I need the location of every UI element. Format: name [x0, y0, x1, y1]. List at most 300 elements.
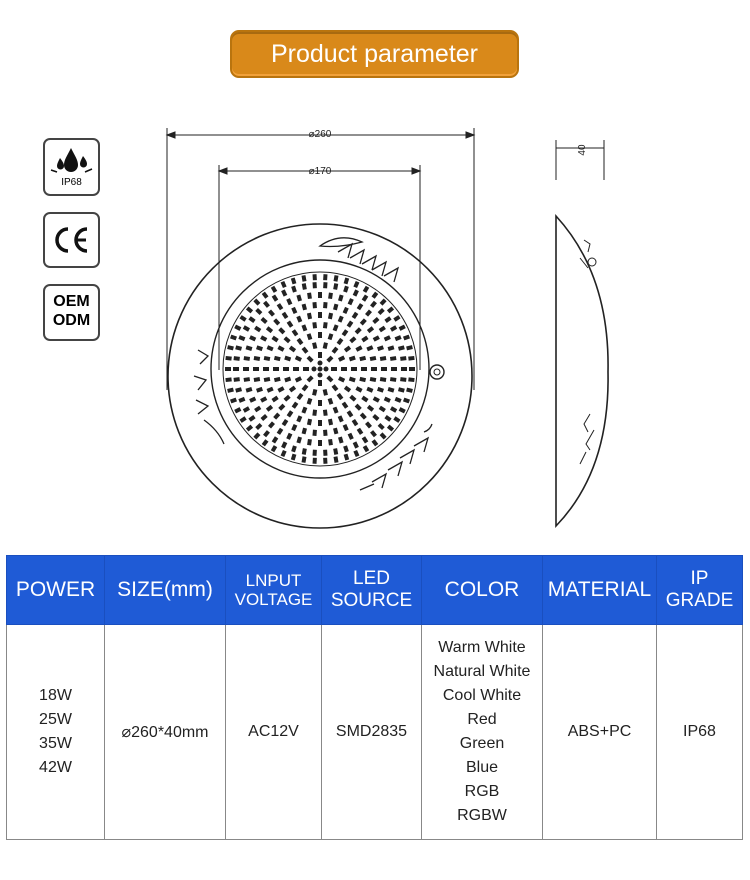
led-chip: [254, 326, 261, 333]
led-chip: [281, 281, 287, 288]
led-chip: [248, 415, 255, 422]
led-chip: [246, 306, 253, 313]
led-chip: [355, 404, 362, 411]
led-chip: [318, 420, 322, 426]
led-chip: [367, 326, 374, 333]
cell-color: [422, 625, 543, 840]
led-chip: [289, 386, 296, 393]
led-chip: [292, 329, 299, 336]
led-chip: [406, 345, 413, 350]
led-chip: [246, 425, 253, 432]
led-chip: [395, 335, 402, 341]
led-chip: [343, 307, 349, 314]
led-chip: [323, 274, 327, 280]
led-chip: [253, 432, 260, 439]
led-chip: [286, 298, 292, 305]
cell-ip-grade: IP68: [657, 625, 743, 840]
led-chip: [334, 456, 339, 463]
led-chip: [260, 396, 267, 402]
color-value: RGBW: [457, 807, 507, 824]
led-chip: [393, 416, 400, 423]
led-chip: [261, 414, 268, 421]
led-chip: [307, 439, 312, 446]
led-chip: [400, 377, 406, 382]
led-chip: [239, 416, 246, 423]
led-chip: [388, 345, 395, 351]
cell-voltage: AC12V: [226, 625, 322, 840]
led-chip: [372, 439, 379, 446]
led-chip: [360, 413, 367, 420]
led-chip: [255, 308, 262, 315]
header-power: POWER: [7, 556, 105, 625]
led-chip: [283, 367, 289, 371]
led-chip: [277, 428, 284, 435]
cell-size: ⌀260*40mm: [105, 625, 226, 840]
led-chip: [398, 387, 405, 392]
ip68-label: IP68: [61, 177, 82, 188]
outer-diameter-label: ⌀260: [308, 129, 332, 140]
led-grid: [225, 274, 415, 464]
led-chip: [331, 367, 337, 371]
led-chip: [267, 387, 274, 393]
led-chip: [313, 458, 317, 464]
header-color: COLOR: [422, 556, 543, 625]
led-chip: [284, 336, 291, 343]
led-chip: [337, 338, 344, 345]
led-chip: [323, 458, 327, 464]
led-center-dot: [318, 361, 323, 366]
led-chip: [363, 445, 369, 452]
led-chip: [272, 436, 279, 443]
led-chip: [296, 415, 302, 422]
led-chip: [403, 335, 410, 341]
color-value: Natural White: [433, 663, 531, 680]
led-chip: [360, 318, 367, 325]
led-chip: [307, 419, 312, 426]
led-chip: [267, 345, 274, 351]
led-chip: [395, 397, 402, 403]
page-title: Product parameter: [230, 30, 519, 78]
led-chip: [282, 419, 289, 426]
led-chip: [248, 316, 255, 323]
led-chip: [344, 277, 350, 284]
color-value: Red: [467, 711, 497, 728]
led-chip: [390, 356, 397, 361]
led-chip: [230, 335, 237, 341]
led-chip: [328, 293, 333, 300]
color-value: RGB: [464, 783, 500, 800]
led-chip: [359, 377, 366, 382]
led-chip: [408, 356, 414, 361]
led-chip: [328, 419, 333, 426]
led-chip: [372, 292, 379, 299]
led-chip: [349, 377, 356, 383]
led-chip: [312, 302, 316, 308]
led-chip: [338, 437, 344, 444]
led-chip: [318, 440, 322, 446]
led-chip: [332, 384, 339, 391]
led-center-dot: [318, 373, 323, 378]
led-chip: [353, 289, 359, 296]
led-chip: [380, 432, 387, 439]
led-chip: [353, 450, 359, 457]
led-chip: [291, 277, 297, 284]
led-chip: [338, 295, 344, 302]
led-chip: [302, 275, 307, 282]
led-chip: [370, 377, 377, 382]
led-chip: [295, 376, 302, 382]
led-chip: [359, 356, 366, 361]
led-chip: [344, 454, 350, 461]
header-size: SIZE(mm): [105, 556, 226, 625]
led-center-dot: [312, 367, 317, 372]
led-chip: [343, 424, 349, 431]
led-chip: [271, 286, 277, 293]
led-chip: [328, 333, 334, 340]
color-value: Cool White: [442, 687, 522, 704]
led-chip: [348, 433, 354, 440]
led-chip: [253, 367, 259, 371]
led-chip: [370, 301, 377, 308]
color-value: Blue: [465, 759, 499, 776]
led-chip: [344, 386, 351, 393]
header-ip-line2: GRADE: [665, 590, 734, 611]
led-chip: [342, 402, 349, 409]
led-chip: [312, 322, 317, 328]
led-chip: [398, 345, 405, 350]
led-chip: [233, 356, 239, 361]
led-chip: [233, 367, 239, 371]
color-value: Warm White: [438, 639, 526, 656]
led-chip: [307, 333, 313, 340]
led-chip: [380, 377, 387, 382]
led-chip: [384, 316, 391, 323]
led-chip: [379, 326, 386, 333]
led-chip: [366, 345, 373, 351]
led-chip: [296, 295, 302, 302]
led-chip: [365, 310, 372, 317]
led-chip: [323, 282, 327, 288]
led-chip: [323, 302, 327, 308]
cell-led-source: SMD2835: [322, 625, 422, 840]
led-chip: [338, 355, 345, 361]
led-chip: [347, 320, 354, 327]
led-chip: [362, 294, 369, 301]
led-chip: [262, 292, 269, 299]
led-chip: [401, 367, 407, 371]
led-chip: [338, 376, 345, 382]
power-value: 18W: [39, 687, 72, 704]
led-chip: [227, 388, 234, 393]
led-chip: [249, 397, 256, 403]
led-chip: [243, 325, 250, 331]
led-chip: [287, 320, 294, 327]
led-chip: [406, 388, 413, 393]
led-chip: [363, 286, 369, 293]
led-chip: [295, 355, 302, 361]
led-chip: [349, 336, 356, 343]
led-chip: [227, 345, 234, 350]
led-chip: [377, 387, 384, 393]
led-chip: [357, 303, 364, 310]
led-chip: [303, 367, 309, 371]
led-chip: [393, 315, 400, 322]
led-chip: [370, 356, 377, 361]
led-chip: [291, 307, 297, 314]
led-chip: [341, 367, 347, 371]
led-chip: [343, 445, 349, 452]
led-chip: [233, 377, 239, 382]
led-chip: [302, 384, 309, 391]
led-chip: [328, 398, 334, 405]
header-input-voltage: [226, 556, 322, 625]
table-header-row: [7, 556, 743, 625]
power-value: 42W: [39, 759, 72, 776]
header-led-line1: LED: [353, 568, 390, 589]
led-chip: [399, 325, 406, 331]
led-chip: [225, 356, 231, 361]
led-chip: [307, 313, 312, 320]
led-chip: [333, 428, 338, 435]
led-chip: [272, 294, 279, 301]
led-chip: [284, 377, 291, 383]
led-chip: [372, 414, 379, 421]
led-center-dot: [318, 367, 323, 372]
led-chip: [281, 441, 287, 448]
led-chip: [271, 445, 277, 452]
led-chip: [274, 356, 281, 361]
led-chip: [307, 293, 312, 300]
led-chip: [373, 335, 380, 341]
led-chip: [370, 430, 377, 437]
led-chip: [379, 406, 386, 413]
thickness-label: 40: [577, 144, 588, 156]
led-chip: [313, 450, 317, 456]
led-chip: [301, 324, 307, 331]
led-chip: [326, 375, 333, 382]
led-chip: [318, 352, 322, 358]
led-chip: [323, 389, 328, 396]
led-chip: [403, 398, 410, 404]
led-chip: [337, 393, 344, 400]
led-chip: [355, 386, 362, 392]
led-chip: [249, 335, 256, 341]
led-chip: [378, 423, 385, 430]
odm-label: ODM: [52, 312, 91, 329]
led-chip: [255, 423, 262, 430]
led-chip: [239, 315, 246, 322]
led-chip: [282, 312, 289, 319]
power-value: 35W: [39, 735, 72, 752]
led-chip: [230, 398, 237, 404]
led-chip: [307, 398, 313, 405]
led-chip: [292, 402, 299, 409]
led-chip: [380, 356, 387, 361]
led-chip: [323, 430, 327, 436]
header-material: MATERIAL: [543, 556, 657, 625]
led-chip: [302, 347, 309, 354]
led-chip: [318, 292, 322, 298]
led-chip: [261, 317, 268, 324]
led-chip: [353, 441, 359, 448]
led-chip: [244, 356, 251, 361]
led-chip: [263, 430, 270, 437]
led-chip: [301, 407, 307, 414]
led-chip: [349, 395, 356, 402]
led-chip: [264, 377, 271, 382]
led-chip: [338, 415, 344, 422]
led-chip: [333, 407, 339, 414]
led-chip: [367, 405, 374, 412]
led-chip: [271, 396, 278, 403]
led-chip: [235, 387, 242, 392]
led-chip: [256, 387, 263, 393]
led-chip: [323, 322, 328, 328]
led-chip: [307, 356, 314, 363]
led-chip: [333, 283, 338, 290]
led-chip: [353, 281, 359, 288]
led-chip: [313, 274, 317, 280]
led-chip: [302, 456, 307, 463]
led-chip: [281, 450, 287, 457]
table-row: [7, 625, 743, 840]
led-chip: [318, 312, 322, 318]
led-chip: [400, 356, 406, 361]
led-chip: [333, 304, 338, 311]
led-chip: [361, 396, 368, 403]
header-led-line2: SOURCE: [330, 590, 413, 611]
led-chip: [384, 415, 391, 422]
led-chip: [390, 406, 397, 412]
led-chip: [344, 346, 351, 353]
led-chip: [384, 397, 391, 403]
led-chip: [361, 336, 368, 343]
led-chip: [328, 313, 333, 320]
led-chip: [338, 316, 344, 323]
led-chip: [380, 299, 387, 306]
led-chip: [234, 407, 241, 413]
led-chip: [238, 397, 245, 403]
led-chip: [348, 298, 354, 305]
led-chip: [243, 367, 249, 371]
led-chip: [388, 387, 395, 393]
led-chip: [387, 306, 394, 313]
led-chip: [365, 421, 372, 428]
lamp-side-profile: [556, 216, 608, 526]
led-chip: [312, 430, 316, 436]
led-chip: [284, 356, 291, 362]
led-chip: [263, 367, 269, 371]
led-chip: [408, 377, 414, 382]
led-chip: [342, 329, 349, 336]
led-chip: [260, 335, 267, 341]
led-chip: [246, 387, 253, 393]
led-chip: [390, 377, 397, 382]
led-chip: [254, 356, 261, 361]
led-chip: [302, 448, 307, 455]
led-chip: [281, 289, 287, 296]
led-chip: [362, 436, 369, 443]
led-chip: [312, 409, 317, 415]
led-chip: [333, 324, 339, 331]
led-chip: [277, 303, 284, 310]
led-chip: [302, 304, 307, 311]
led-chip: [352, 312, 359, 319]
led-chip: [291, 445, 297, 452]
header-ip-line1: IP: [690, 568, 709, 589]
led-chip: [264, 356, 271, 361]
led-chip: [273, 318, 280, 325]
led-chip: [318, 400, 322, 406]
led-chip: [361, 367, 367, 371]
led-chip: [366, 387, 373, 393]
led-chip: [409, 367, 415, 371]
led-chip: [391, 367, 397, 371]
power-value: 25W: [39, 711, 72, 728]
led-chip: [284, 395, 291, 402]
led-chip: [399, 407, 406, 413]
led-center-dot: [324, 367, 329, 372]
led-chip: [268, 421, 275, 428]
led-chip: [334, 275, 339, 282]
led-chip: [323, 450, 327, 456]
header-input-line2: VOLTAGE: [234, 590, 313, 609]
led-chip: [262, 439, 269, 446]
led-chip: [372, 317, 379, 324]
led-chip: [296, 437, 302, 444]
led-chip: [291, 454, 297, 461]
led-chip: [302, 428, 307, 435]
led-chip: [225, 367, 231, 371]
led-chip: [277, 386, 284, 392]
screw-icon: [430, 365, 444, 379]
led-chip: [351, 367, 357, 371]
led-chip: [235, 345, 242, 350]
led-chip: [343, 286, 349, 293]
led-chip: [387, 425, 394, 432]
header-led-source: [322, 556, 422, 625]
inner-diameter-label: ⌀170: [308, 166, 332, 177]
oem-label: OEM: [53, 293, 90, 310]
led-chip: [246, 345, 253, 351]
led-chip: [326, 356, 333, 363]
led-chip: [273, 367, 279, 371]
led-chip: [254, 406, 261, 413]
led-chip: [347, 410, 354, 417]
led-chip: [266, 326, 273, 333]
led-chip: [328, 439, 333, 446]
led-chip: [268, 310, 275, 317]
led-chip: [357, 428, 364, 435]
led-chip: [349, 356, 356, 362]
led-chip: [271, 336, 278, 343]
led-chip: [243, 406, 250, 412]
led-chip: [287, 410, 294, 417]
led-chip: [286, 433, 292, 440]
cell-power: [7, 625, 105, 840]
led-chip: [332, 347, 339, 354]
led-chip: [381, 367, 387, 371]
header-ip-grade: [657, 556, 743, 625]
led-chip: [254, 377, 261, 382]
header-input-line1: LNPUT: [245, 571, 302, 590]
led-chip: [291, 286, 297, 293]
led-chip: [371, 367, 377, 371]
led-chip: [323, 409, 328, 415]
led-chip: [278, 327, 285, 334]
led-chip: [355, 327, 362, 334]
led-chip: [390, 325, 397, 331]
